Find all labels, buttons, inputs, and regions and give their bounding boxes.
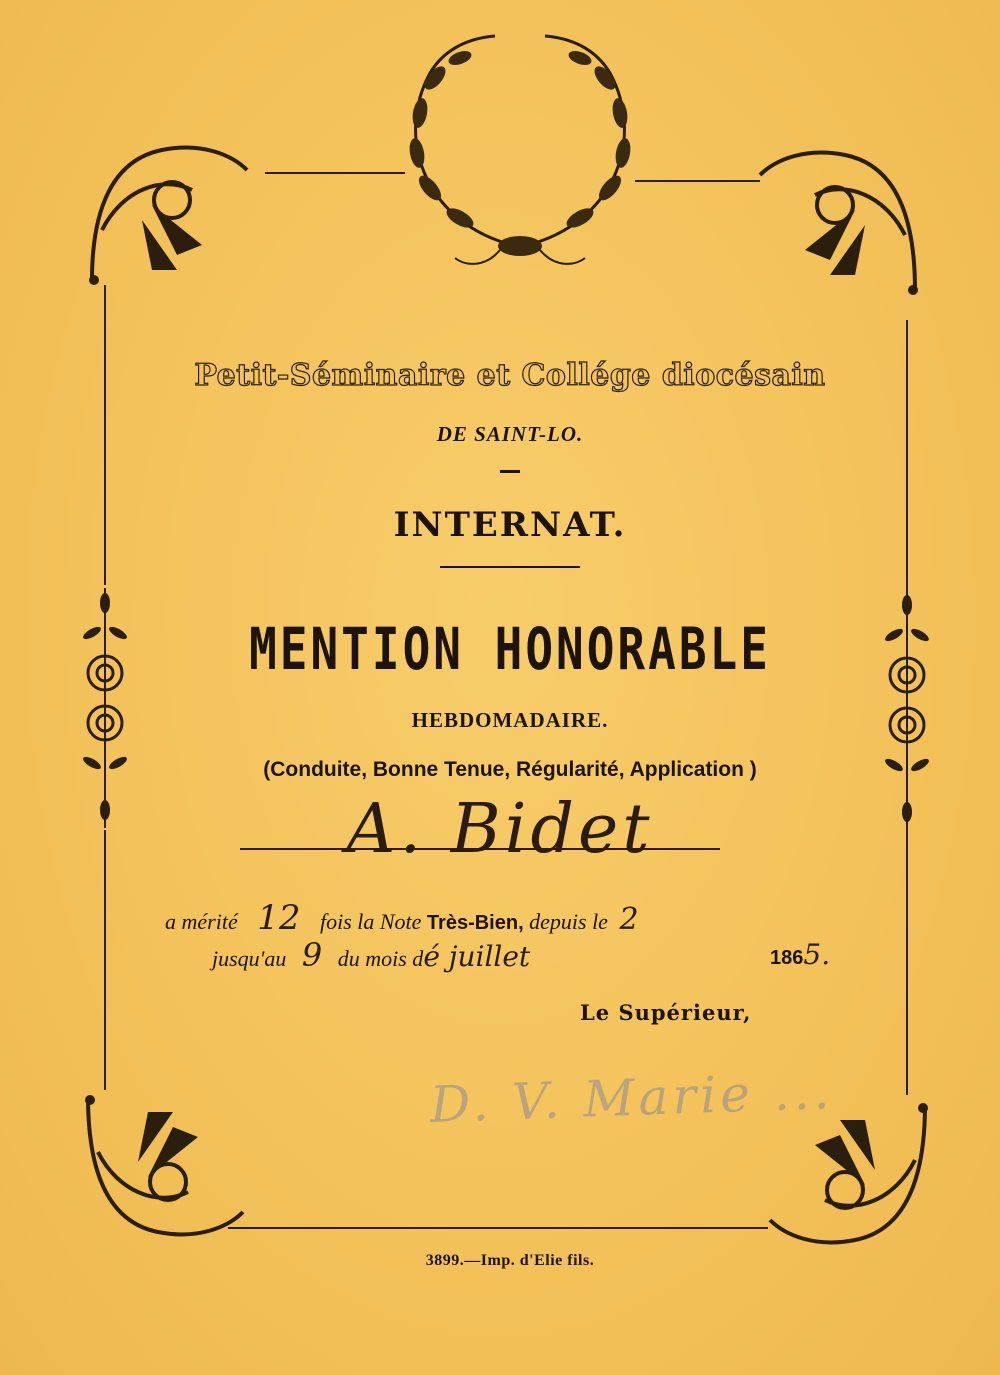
note-count: 12 — [257, 898, 301, 938]
since-text: depuis le — [529, 909, 608, 934]
section-title: INTERNAT. — [393, 505, 627, 545]
until-text: jusqu'au — [212, 946, 287, 971]
corner-ornament-bottom-right-icon — [765, 1100, 935, 1260]
note-text: fois la Note — [319, 909, 422, 934]
year-line — [770, 938, 830, 971]
note-grade: Très-Bien, — [426, 912, 524, 934]
divider-long — [440, 566, 580, 568]
frame-bottom — [228, 1227, 768, 1229]
corner-ornament-top-right-icon — [755, 135, 925, 295]
signature-stamp: D. V. Marie ... — [429, 1061, 835, 1135]
to-day: 9 — [301, 936, 323, 974]
corner-ornament-bottom-left-icon — [78, 1092, 248, 1252]
merit-line — [165, 898, 639, 938]
month-prefix: du mois d — [337, 946, 424, 971]
award-criteria: (Conduite, Bonne Tenue, Régularité, Application ) — [263, 758, 757, 781]
year-suffix: 5. — [803, 938, 831, 971]
laurel-wreath-icon — [385, 18, 655, 273]
month-name: é juillet — [423, 940, 531, 973]
printer-imprint: 3899.—Imp. d'Elie fils. — [425, 1252, 595, 1269]
signatory-title: Le Supérieur, — [580, 1000, 752, 1025]
frame-left-lower — [104, 830, 106, 1090]
merited-prefix: a mérité — [165, 909, 238, 934]
frame-right-lower — [906, 830, 908, 1095]
recipient-name: A. Bidet — [346, 790, 654, 869]
from-day: 2 — [619, 902, 639, 937]
divider-short — [500, 470, 520, 473]
frame-left — [104, 285, 106, 585]
school-name: Petit-Séminaire et Collége diocésain — [194, 358, 826, 393]
period-line — [212, 936, 530, 974]
award-frequency: HEBDOMADAIRE. — [411, 708, 609, 732]
frame-top-left — [265, 172, 405, 174]
rose-ornament-right-icon — [882, 590, 932, 830]
award-title: MENTION HONORABLE — [249, 615, 771, 683]
school-place: DE SAINT-LO. — [436, 422, 584, 446]
frame-right — [906, 320, 908, 590]
rose-ornament-left-icon — [80, 588, 130, 828]
corner-ornament-top-left-icon — [82, 130, 252, 290]
year-prefix: 186 — [770, 947, 804, 969]
